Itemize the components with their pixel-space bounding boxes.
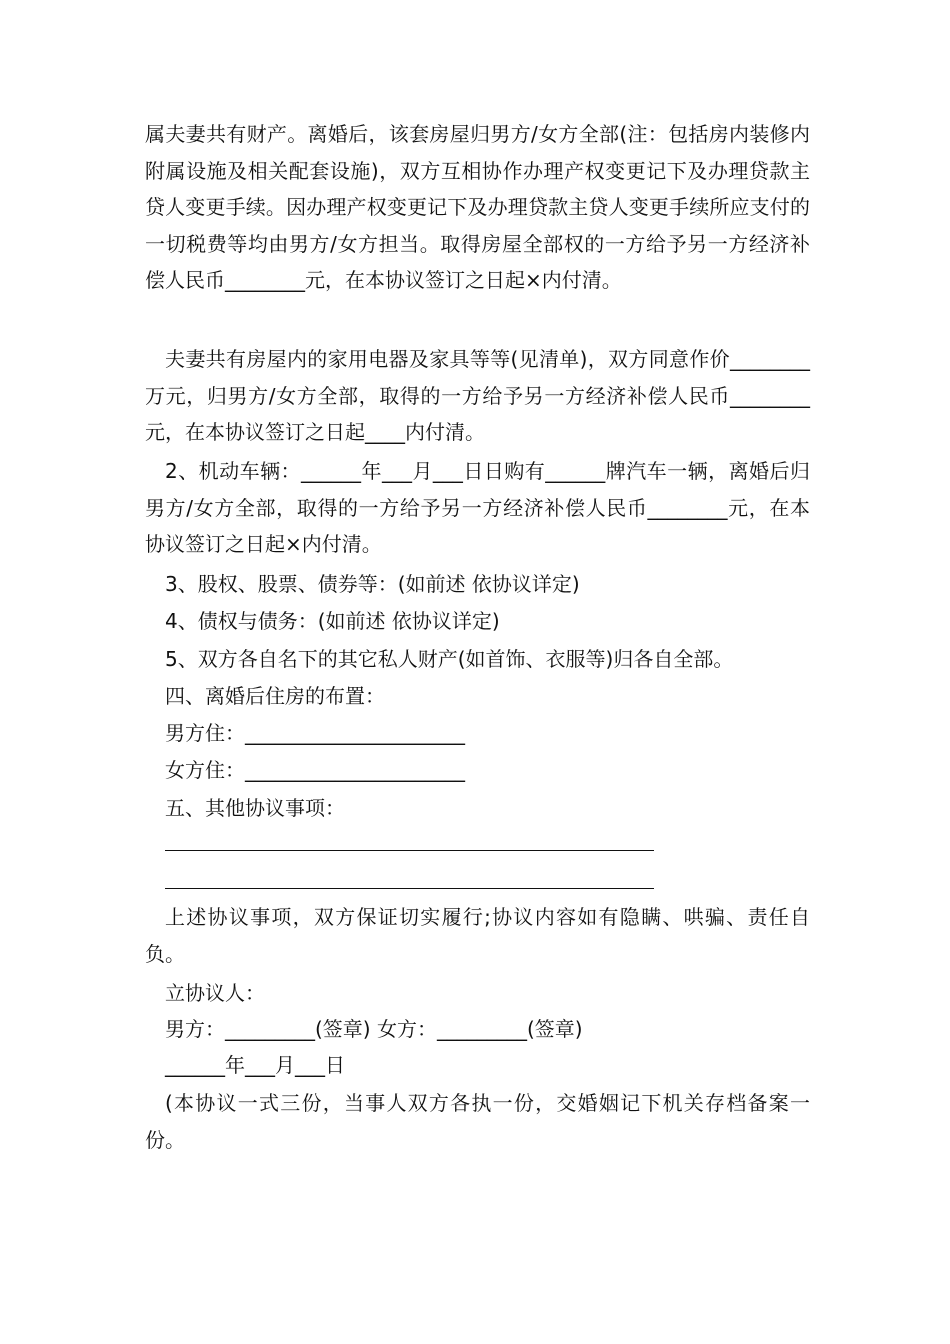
male-residence-line: 男方住：______________________ [165,721,465,745]
paragraph-house-ownership: 属夫妻共有财产。离婚后，该套房屋归男方/女方全部(注：包括房内装修内附属设施及相关配套设施)，双方互相协作办理产权变更记下及办理贷款主贷人变更手续。因办理产权变更记下及办理贷款主贷人变更手续所应支付的一切税费等均由男方/女方担当。取得房屋全部权的一方给予另一方经济补偿人民币________元，在本协议签订之日起×内付清。 [145,122,810,292]
paragraph-appliances: 夫妻共有房屋内的家用电器及家具等等(见清单)，双方同意作价________万元，归男方/女方全部，取得的一方给予另一方经济补偿人民币________元，在本协议签订之日起____内付清。 [145,347,810,444]
blank-line-1 [165,850,654,851]
section-heading-housing: 四、离婚后住房的布置： [165,684,385,708]
item-stocks: 3、股权、股票、债券等：(如前述 依协议详定) [165,572,580,596]
paragraph-guarantee: 上述协议事项，双方保证切实履行;协议内容如有隐瞒、哄骗、责任自负。 [145,905,810,966]
paragraph-copies-note: (本协议一式三份，当事人双方各执一份，交婚姻记下机关存档备案一份。 [145,1091,810,1152]
female-residence-line: 女方住：______________________ [165,758,465,782]
signers-label: 立协议人： [165,981,265,1005]
signature-line: 男方：_________(签章) 女方：_________(签章) [165,1017,583,1041]
item-personal-property: 5、双方各自名下的其它私人财产(如首饰、衣服等)归各自全部。 [165,647,734,671]
blank-line-2 [165,888,654,889]
date-line: ______年___月___日 [165,1053,345,1077]
paragraph-vehicle: 2、机动车辆：______年___月___日日购有______牌汽车一辆，离婚后归男方/女方全部，取得的一方给予另一方经济补偿人民币________元，在本协议签订之日起×内付清。 [145,459,810,556]
section-heading-other: 五、其他协议事项： [165,796,345,820]
item-debts: 4、债权与债务：(如前述 依协议详定) [165,609,500,633]
